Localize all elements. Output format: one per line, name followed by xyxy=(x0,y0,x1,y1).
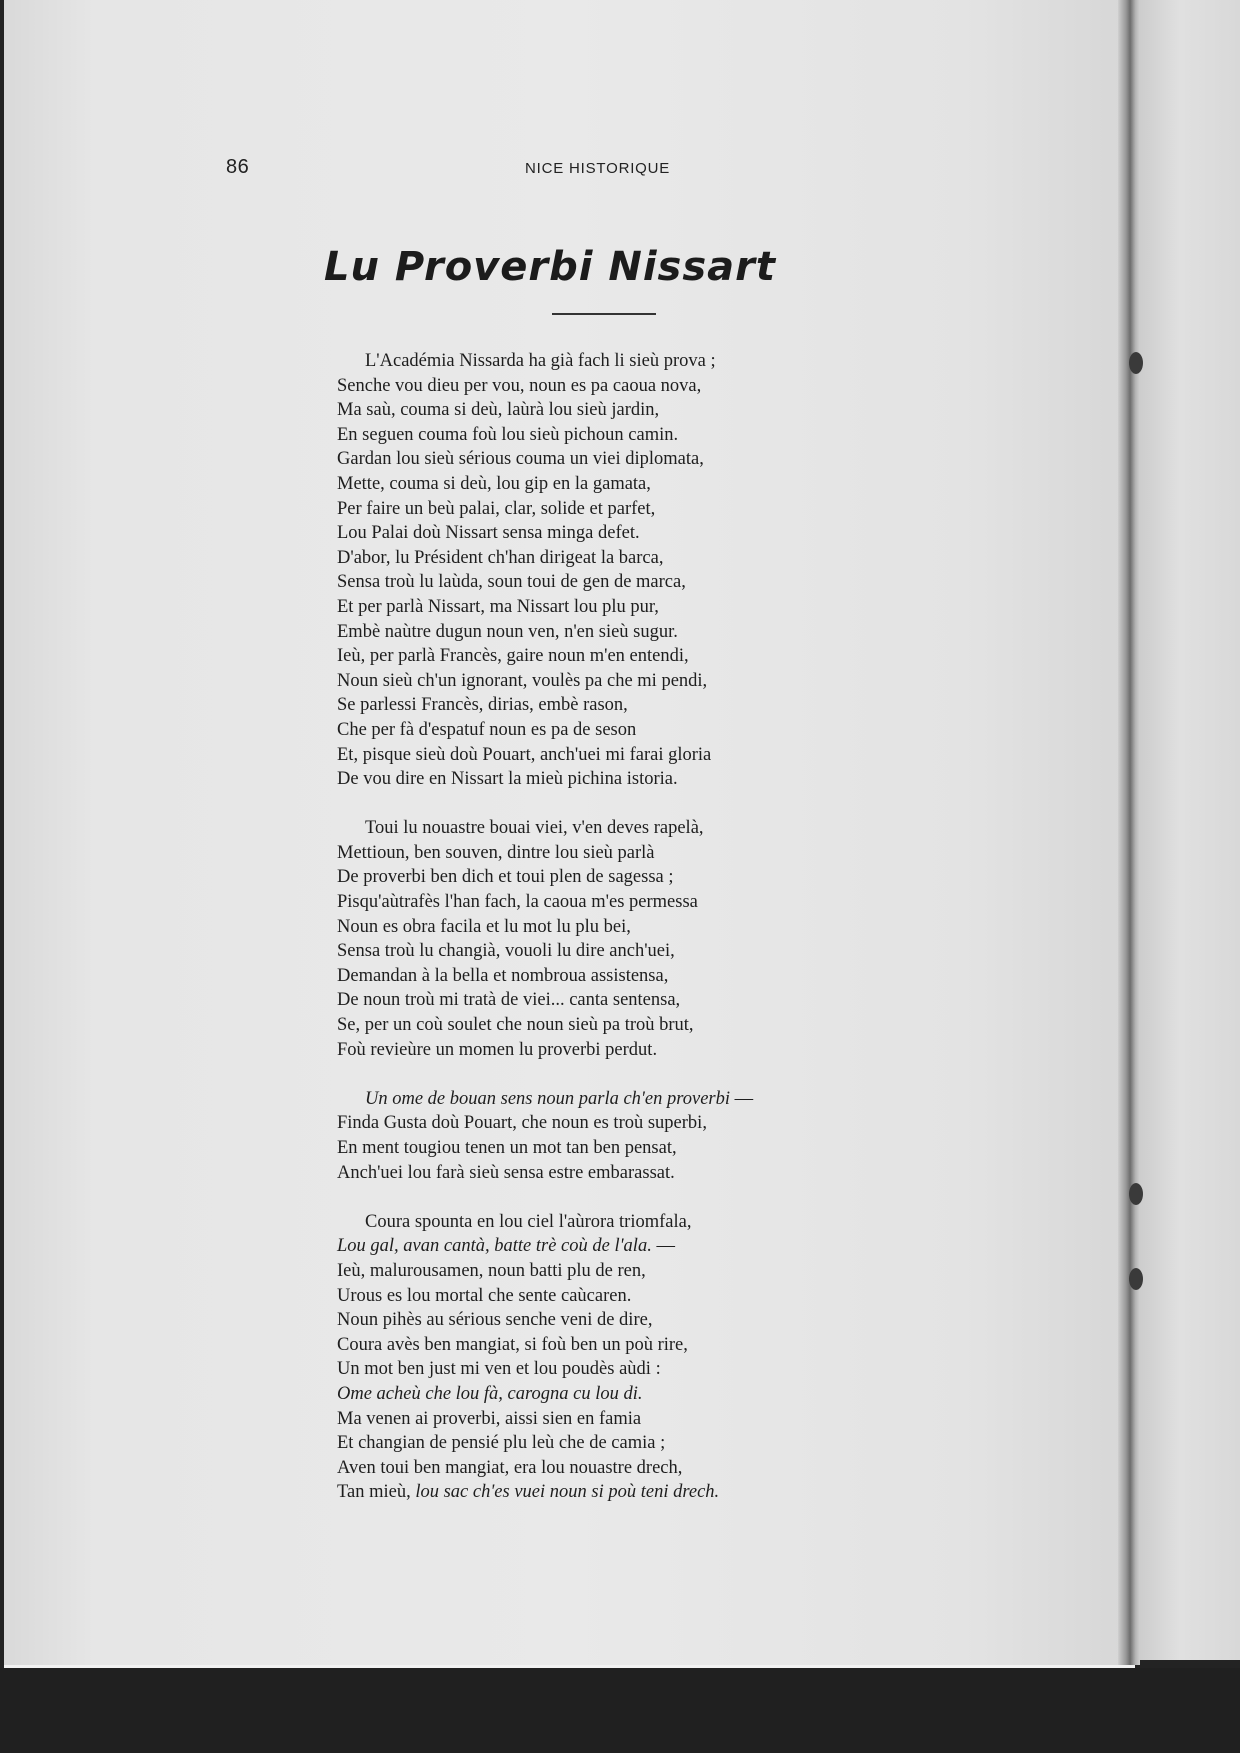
poem-line: Ma saù, couma si deù, laùrà lou sieù jardin, xyxy=(337,400,660,421)
poem-line: Se parlessi Francès, dirias, embè rason, xyxy=(337,695,628,716)
poem-line: Se, per un coù soulet che noun sieù pa troù brut, xyxy=(337,1015,694,1036)
poem-line: Coura avès ben mangiat, si foù ben un poù rire, xyxy=(337,1334,688,1355)
poem-line: De vou dire en Nissart la mieù pichina istoria. xyxy=(337,769,678,790)
poem-line: Et per parlà Nissart, ma Nissart lou plu pur, xyxy=(337,596,659,617)
dash: — xyxy=(730,1088,754,1109)
poem-line: En seguen couma foù lou sieù pichoun camin. xyxy=(337,424,679,445)
poem-line: Noun es obra facila et lu mot lu plu bei, xyxy=(337,916,631,937)
stanza-3 xyxy=(337,1087,897,1185)
poem-line xyxy=(337,1087,897,1112)
poem-line: Toui lu nouastre bouai viei, v'en deves rapelà, xyxy=(365,818,704,839)
poem-line: Foù revieùre un momen lu proverbi perdut. xyxy=(337,1039,658,1060)
poem-line: De proverbi ben dich et toui plen de sagessa ; xyxy=(337,867,674,888)
poem-line: Aven toui ben mangiat, era lou nouastre drech, xyxy=(337,1457,683,1478)
poem-line: Et changian de pensié plu leù che de camia ; xyxy=(337,1433,666,1454)
poem-line: Che per fà d'espatuf noun es pa de seson xyxy=(337,719,637,740)
poem-line: D'abor, lu Président ch'han dirigeat la barca, xyxy=(337,547,664,568)
poem-line: Per faire un beù palai, clar, solide et parfet, xyxy=(337,498,656,519)
running-head: NICE HISTORIQUE xyxy=(525,160,671,177)
poem-line: Ieù, per parlà Francès, gaire noun m'en entendi, xyxy=(337,646,689,667)
poem-title: Lu Proverbi Nissart xyxy=(323,244,777,290)
poem-body xyxy=(337,349,897,1530)
poem-line: De noun troù mi tratà de viei... canta sentensa, xyxy=(337,990,681,1011)
poem-line: Anch'uei lou farà sieù sensa estre embarassat. xyxy=(337,1162,675,1183)
poem-line: Gardan lou sieù sérious couma un viei diplomata, xyxy=(337,449,704,470)
binding-hole xyxy=(1129,1268,1143,1290)
poem-line: Ieù, malurousamen, noun batti plu de ren, xyxy=(337,1260,646,1281)
book-spine xyxy=(1118,0,1140,1665)
title-rule xyxy=(552,313,656,315)
poem-line xyxy=(337,1234,897,1259)
poem-line: Un mot ben just mi ven et lou poudès aùdi : xyxy=(337,1359,661,1380)
proverb-quote: Ome acheù che lou fà, carogna cu lou di. xyxy=(337,1383,643,1404)
stanza-2 xyxy=(337,816,897,1062)
poem-line: Lou Palai doù Nissart sensa minga defet. xyxy=(337,523,640,544)
poem-line: L'Académia Nissarda ha già fach li sieù prova ; xyxy=(365,351,716,371)
binding-hole xyxy=(1129,1183,1143,1205)
poem-line: Pisqu'aùtrafès l'han fach, la caoua m'es permessa xyxy=(337,892,698,913)
poem-line: Sensa troù lu laùda, soun toui de gen de marca, xyxy=(337,572,686,593)
poem-line: Mette, couma si deù, lou gip en la gamata, xyxy=(337,473,651,494)
dash: — xyxy=(651,1236,675,1257)
binding-hole xyxy=(1129,352,1143,374)
poem-line: Ma venen ai proverbi, aissi sien en famia xyxy=(337,1408,642,1429)
poem-line: Coura spounta en lou ciel l'aùrora triomfala, xyxy=(365,1211,692,1232)
proverb-quote: Un ome de bouan sens noun parla ch'en proverbi xyxy=(365,1088,730,1109)
poem-line: En ment tougiou tenen un mot tan ben pensat, xyxy=(337,1138,677,1158)
proverb-quote: Lou gal, avan cantà, batte trè coù de l'ala. xyxy=(337,1236,652,1257)
proverb-quote: lou sac ch'es vuei noun si poù teni drech. xyxy=(415,1482,720,1503)
stanza-1 xyxy=(337,349,897,792)
poem-line: Finda Gusta doù Pouart, che noun es troù superbi, xyxy=(337,1113,707,1134)
scan-background xyxy=(0,1668,1240,1753)
poem-line: Noun sieù ch'un ignorant, voulès pa che mi pendi, xyxy=(337,670,708,691)
poem-line: Senche vou dieu per vou, noun es pa caoua nova, xyxy=(337,375,702,396)
poem-line: Urous es lou mortal che sente caùcaren. xyxy=(337,1285,632,1306)
stanza-4 xyxy=(337,1210,897,1505)
poem-line: Sensa troù lu changià, vouoli lu dire anch'uei, xyxy=(337,941,675,962)
facing-page-edge xyxy=(1140,0,1240,1660)
poem-line: Embè naùtre dugun noun ven, n'en sieù sugur. xyxy=(337,621,678,642)
page-number: 86 xyxy=(226,156,250,178)
poem-line: Mettioun, ben souven, dintre lou sieù parlà xyxy=(337,842,655,863)
poem-line xyxy=(337,1480,897,1505)
poem-line: Et, pisque sieù doù Pouart, anch'uei mi farai gloria xyxy=(337,744,712,765)
poem-line: Demandan à la bella et nombroua assistensa, xyxy=(337,965,669,986)
line-start: Tan mieù, xyxy=(337,1482,416,1503)
poem-line: Noun pihès au sérious senche veni de dire, xyxy=(337,1310,653,1331)
